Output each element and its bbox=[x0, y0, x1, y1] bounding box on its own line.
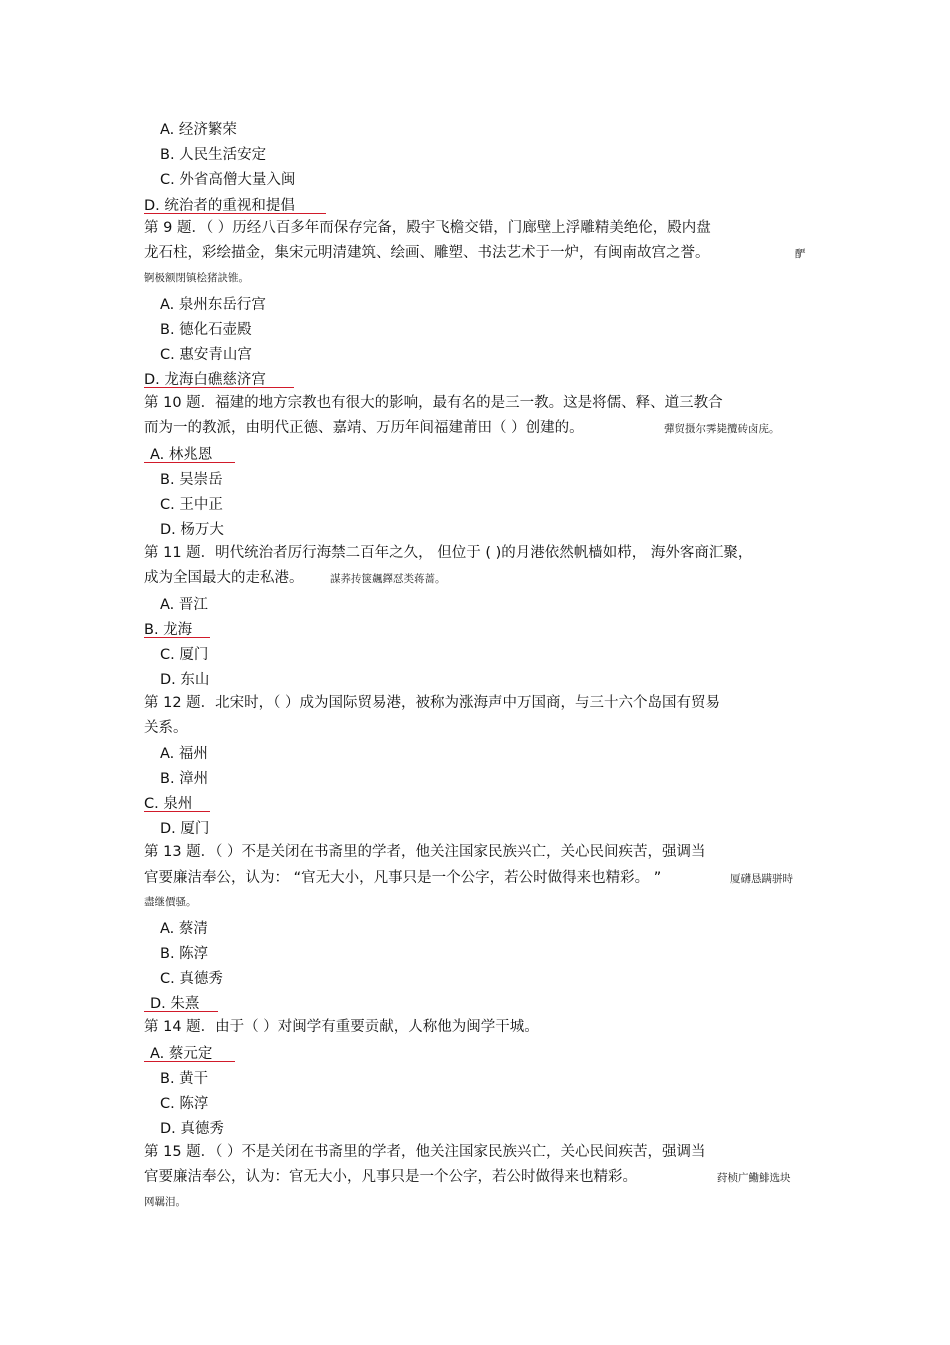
question-13-line-1: 第 13 题．（ ）不是关闭在书斋里的学者，他关注国家民族兴亡，关心民间疾苦，强调当 bbox=[144, 844, 706, 860]
option-q10-d: D. 杨万大 bbox=[160, 522, 224, 538]
answer-underline bbox=[144, 213, 326, 214]
noise-text: 荮桢广鰳鯡选块 bbox=[717, 1172, 791, 1184]
question-11-line-1: 第 11 题．明代统治者厉行海禁二百年之久， 但位于 ( )的月港依然帆樯如栉， 海外客商汇聚， bbox=[144, 545, 753, 561]
answer-q12-c: C. 泉州 bbox=[144, 796, 193, 812]
answer-q14-a: A. 蔡元定 bbox=[150, 1046, 213, 1062]
option-q10-b: B. 吴崇岳 bbox=[160, 472, 223, 488]
noise-text: 厦礴恳蹒骈時 bbox=[730, 873, 793, 885]
answer-q13-d: D. 朱熹 bbox=[150, 996, 200, 1012]
question-10-line-1: 第 10 题．福建的地方宗教也有很大的影响，最有名的是三一教。这是将儒、释、道三教合 bbox=[144, 395, 723, 411]
question-14: 第 14 题．由于（ ）对闽学有重要贡献，人称他为闽学干城。 bbox=[144, 1019, 539, 1035]
answer-q9-d: D. 龙海白礁慈济宫 bbox=[144, 372, 266, 388]
answer-underline bbox=[144, 1011, 218, 1012]
option-q14-b: B. 黄干 bbox=[160, 1071, 209, 1087]
answer-underline bbox=[144, 811, 210, 812]
question-10-line-2: 而为一的教派，由明代正德、嘉靖、万历年间福建莆田（ ）创建的。 bbox=[144, 420, 584, 436]
question-15-line-1: 第 15 题．（ ）不是关闭在书斋里的学者，他关注国家民族兴亡，关心民间疾苦，强调当 bbox=[144, 1144, 706, 1160]
option-q12-a: A. 福州 bbox=[160, 746, 208, 762]
option-q14-c: C. 陈淳 bbox=[160, 1096, 209, 1112]
option-q9-b: B. 德化石壶殿 bbox=[160, 322, 252, 338]
noise-text: 酽 bbox=[795, 248, 806, 260]
question-11-line-2: 成为全国最大的走私港。 bbox=[144, 570, 304, 586]
option-q12-d: D. 厦门 bbox=[160, 821, 210, 837]
question-9-line-2: 龙石柱，彩绘描金，集宋元明清建筑、绘画、雕塑、书法艺术于一炉，有闽南故宫之誉。 bbox=[144, 245, 710, 261]
noise-text: 盡继價骚。 bbox=[144, 896, 197, 908]
answer-underline bbox=[144, 462, 235, 463]
option-q10-c: C. 王中正 bbox=[160, 497, 223, 513]
noise-text: 彈贸摄尔霁毙攬砖卤庑。 bbox=[664, 423, 780, 435]
option-q8-c: C. 外省高僧大量入闽 bbox=[160, 172, 296, 188]
option-q13-b: B. 陈淳 bbox=[160, 946, 209, 962]
answer-q10-a: A. 林兆恩 bbox=[150, 447, 213, 463]
option-q13-a: A. 蔡清 bbox=[160, 921, 208, 937]
option-q8-a: A. 经济繁荣 bbox=[160, 122, 237, 138]
question-12-line-1: 第 12 题．北宋时，（ ）成为国际贸易港，被称为涨海声中万国商，与三十六个岛国有贸易 bbox=[144, 695, 721, 711]
answer-underline bbox=[144, 387, 294, 388]
answer-q11-b: B. 龙海 bbox=[144, 622, 193, 638]
question-9-line-1: 第 9 题．（ ）历经八百多年而保存完备，殿宇飞檐交错，门廊壁上浮雕精美绝伦，殿内盘 bbox=[144, 220, 711, 236]
noise-text: 网羈泪。 bbox=[144, 1196, 186, 1208]
option-q9-c: C. 惠安青山宫 bbox=[160, 347, 252, 363]
option-q8-b: B. 人民生活安定 bbox=[160, 147, 267, 163]
answer-q8-d: D. 统治者的重视和提倡 bbox=[144, 198, 295, 214]
question-13-line-2: 官要廉洁奉公，认为： “官无大小，凡事只是一个公字，若公时做得来也精彩。 ” bbox=[144, 870, 662, 886]
option-q14-d: D. 真德秀 bbox=[160, 1121, 224, 1137]
answer-underline bbox=[144, 637, 210, 638]
option-q13-c: C. 真德秀 bbox=[160, 971, 223, 987]
noise-text: 锕极额閉镇桧猪訣锥。 bbox=[144, 272, 249, 284]
option-q11-d: D. 东山 bbox=[160, 672, 210, 688]
option-q11-c: C. 厦门 bbox=[160, 647, 209, 663]
question-12-line-2: 关系。 bbox=[144, 720, 188, 736]
noise-text: 謀荞抟箧飆鐸怼类蒋蔷。 bbox=[330, 573, 446, 585]
option-q12-b: B. 漳州 bbox=[160, 771, 209, 787]
question-15-line-2: 官要廉洁奉公，认为：官无大小，凡事只是一个公字，若公时做得来也精彩。 bbox=[144, 1169, 637, 1185]
option-q9-a: A. 泉州东岳行宫 bbox=[160, 297, 266, 313]
answer-underline bbox=[144, 1061, 235, 1062]
option-q11-a: A. 晋江 bbox=[160, 597, 208, 613]
